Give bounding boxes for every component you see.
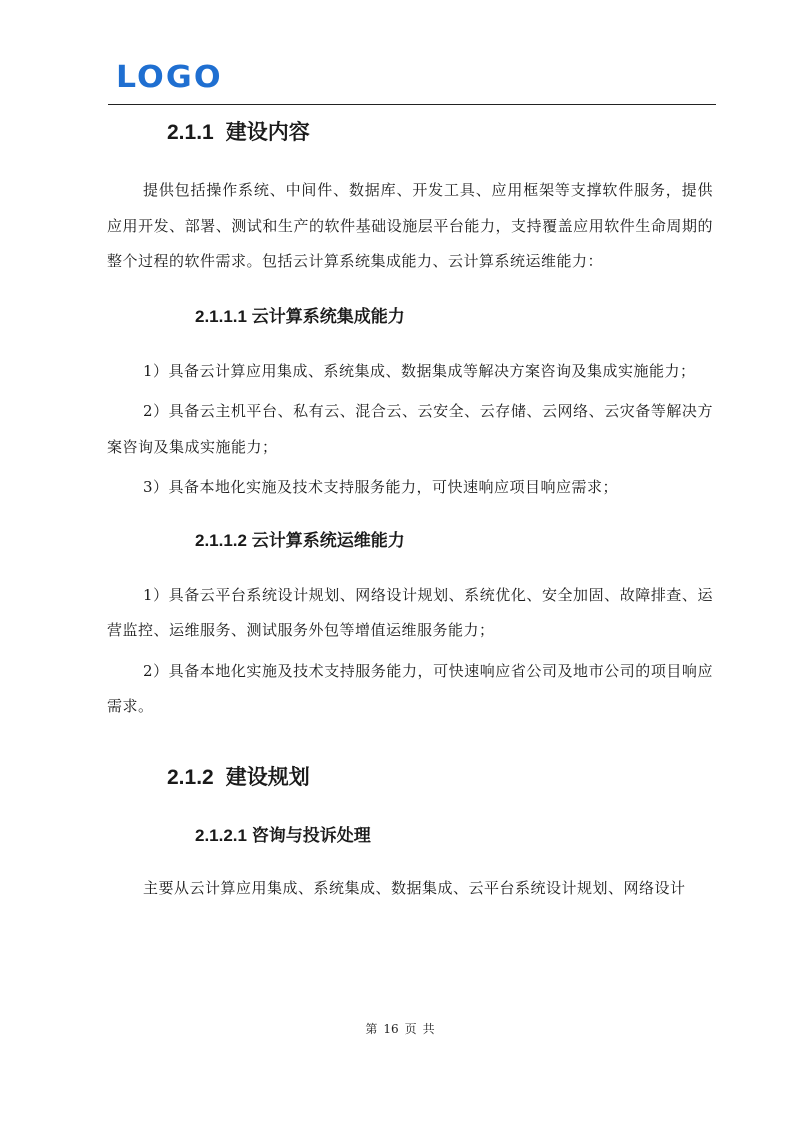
list-item: 1）具备云计算应用集成、系统集成、数据集成等解决方案咨询及集成实施能力； (143, 361, 696, 380)
footer-suffix: 共 (422, 1022, 435, 1036)
footer-mid: 页 (404, 1022, 417, 1036)
section-heading-2-1-2 (107, 759, 713, 797)
page-number: 16 (383, 1022, 399, 1036)
section-title: 建设规划 (225, 765, 310, 789)
section-number: 2.1.1 (167, 121, 214, 144)
section-heading-2-1-1 (107, 114, 713, 152)
logo: LOGO (116, 60, 223, 95)
header-divider (108, 104, 716, 105)
paragraph-intro: 提供包括操作系统、中间件、数据库、开发工具、应用框架等支撑软件服务，提供应用开发、部署、测试和生产的软件基础设施层平台能力，支持覆盖应用软件生命周期的整个过程的软件需求。包括云计算系统集成能力、云计算系统运维能力： (107, 181, 713, 270)
subsection-heading-2-1-1-2: 2.1.1.2 云计算系统运维能力 (195, 530, 405, 550)
list-item: 1）具备云平台系统设计规划、网络设计规划、系统优化、安全加固、故障排查、运营监控、运维服务、测试服务外包等增值运维服务能力； (107, 585, 713, 639)
footer-prefix: 第 (365, 1022, 378, 1036)
section-title: 建设内容 (225, 121, 310, 144)
list-item: 3）具备本地化实施及技术支持服务能力，可快速响应项目响应需求； (143, 478, 619, 496)
paragraph: 主要从云计算应用集成、系统集成、数据集成、云平台系统设计规划、网络设计 (143, 878, 686, 897)
list-item: 2）具备本地化实施及技术支持服务能力，可快速响应省公司及地市公司的项目响应需求。 (107, 661, 713, 715)
document-body (107, 112, 713, 906)
subsection-heading-2-1-1-1: 2.1.1.1 云计算系统集成能力 (195, 306, 405, 326)
list-item: 2）具备云主机平台、私有云、混合云、云安全、云存储、云网络、云灾备等解决方案咨询及集成实施能力； (107, 402, 713, 456)
section-number: 2.1.2 (167, 765, 214, 789)
page-footer (0, 1020, 800, 1037)
subsection-heading-2-1-2-1: 2.1.2.1 咨询与投诉处理 (195, 825, 371, 845)
